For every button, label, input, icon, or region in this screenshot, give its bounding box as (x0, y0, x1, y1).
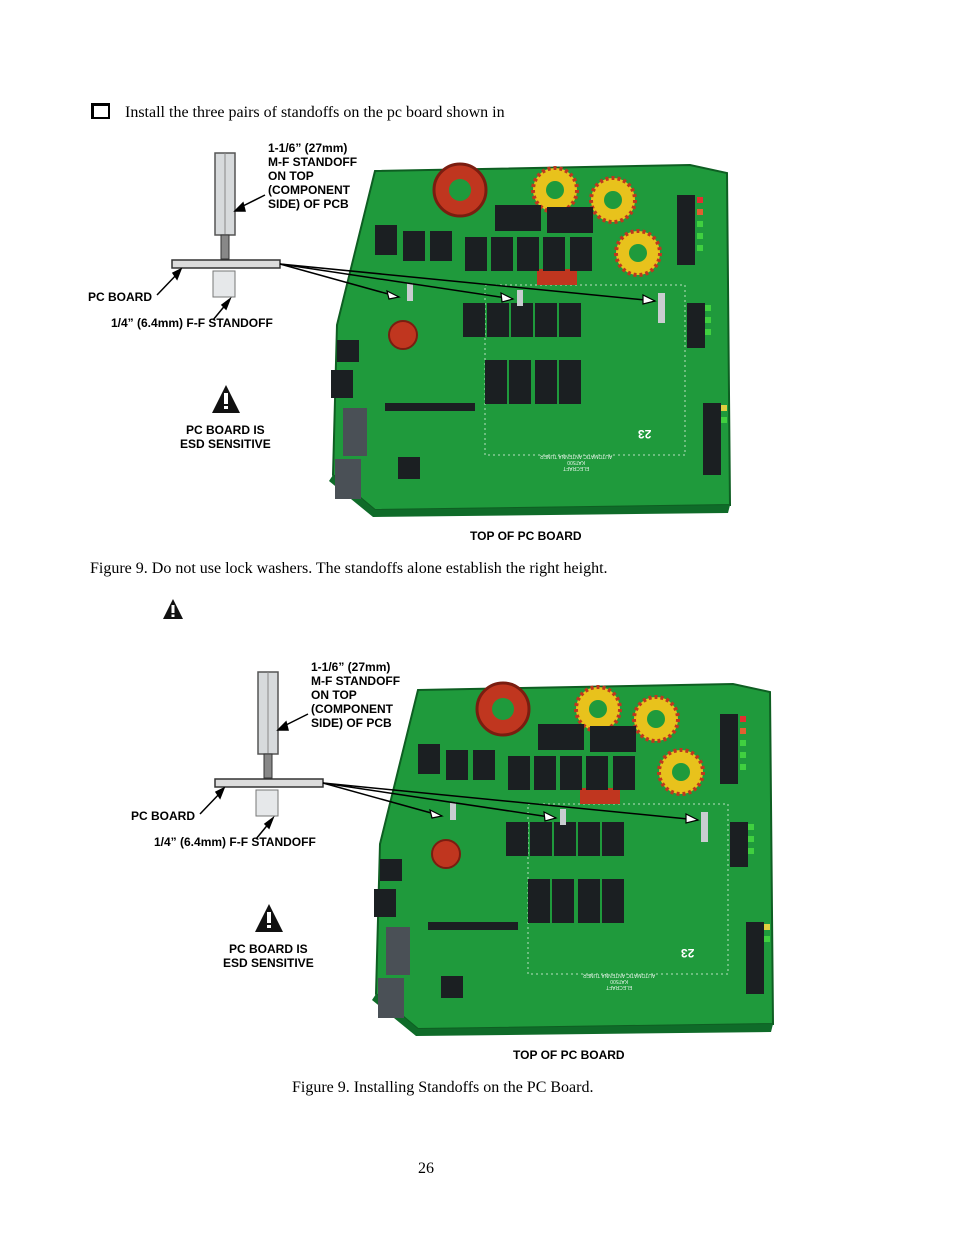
figure-2 (128, 660, 808, 1064)
standoff-top-label: 1-1/6” (27mm) M-F STANDOFF ON TOP (COMPONENT SIDE) OF PCB (268, 141, 358, 211)
figure-1 (85, 141, 765, 545)
standoff-bottom-label: 1/4” (6.4mm) F-F STANDOFF (111, 316, 273, 330)
standoff-top-label: 1-1/6” (27mm) M-F STANDOFF ON TOP (COMPONENT SIDE) OF PCB (311, 660, 401, 730)
board-marking: 23 (638, 427, 652, 441)
silkscreen: ELECRAFT KAT500 AUTOMATIC ANTENNA TUNER (583, 972, 656, 990)
page-number: 26 (418, 1160, 434, 1177)
top-of-board-label: TOP OF PC BOARD (513, 1048, 625, 1062)
figure-2-drawing (128, 664, 808, 1064)
top-of-board-label: TOP OF PC BOARD (470, 529, 582, 543)
caption-1: Figure 9. Do not use lock washers. The standoffs alone establish the right height. (90, 560, 608, 577)
intro-text: Install the three pairs of standoffs on the pc board shown in (125, 104, 505, 121)
silkscreen: ELECRAFT KAT500 AUTOMATIC ANTENNA TUNER (540, 453, 613, 471)
caption-2: Figure 9. Installing Standoffs on the PC Board. (292, 1079, 594, 1096)
standoff-bottom-label: 1/4” (6.4mm) F-F STANDOFF (154, 835, 316, 849)
step-checkbox[interactable] (91, 103, 110, 119)
figure-1-drawing (85, 145, 765, 545)
pc-board-label: PC BOARD (88, 290, 153, 304)
warning-icon (162, 598, 184, 620)
esd-label: PC BOARD IS ESD SENSITIVE (180, 423, 271, 451)
board-marking: 23 (681, 946, 695, 960)
pc-board-label: PC BOARD (131, 809, 196, 823)
esd-label: PC BOARD IS ESD SENSITIVE (223, 942, 314, 970)
